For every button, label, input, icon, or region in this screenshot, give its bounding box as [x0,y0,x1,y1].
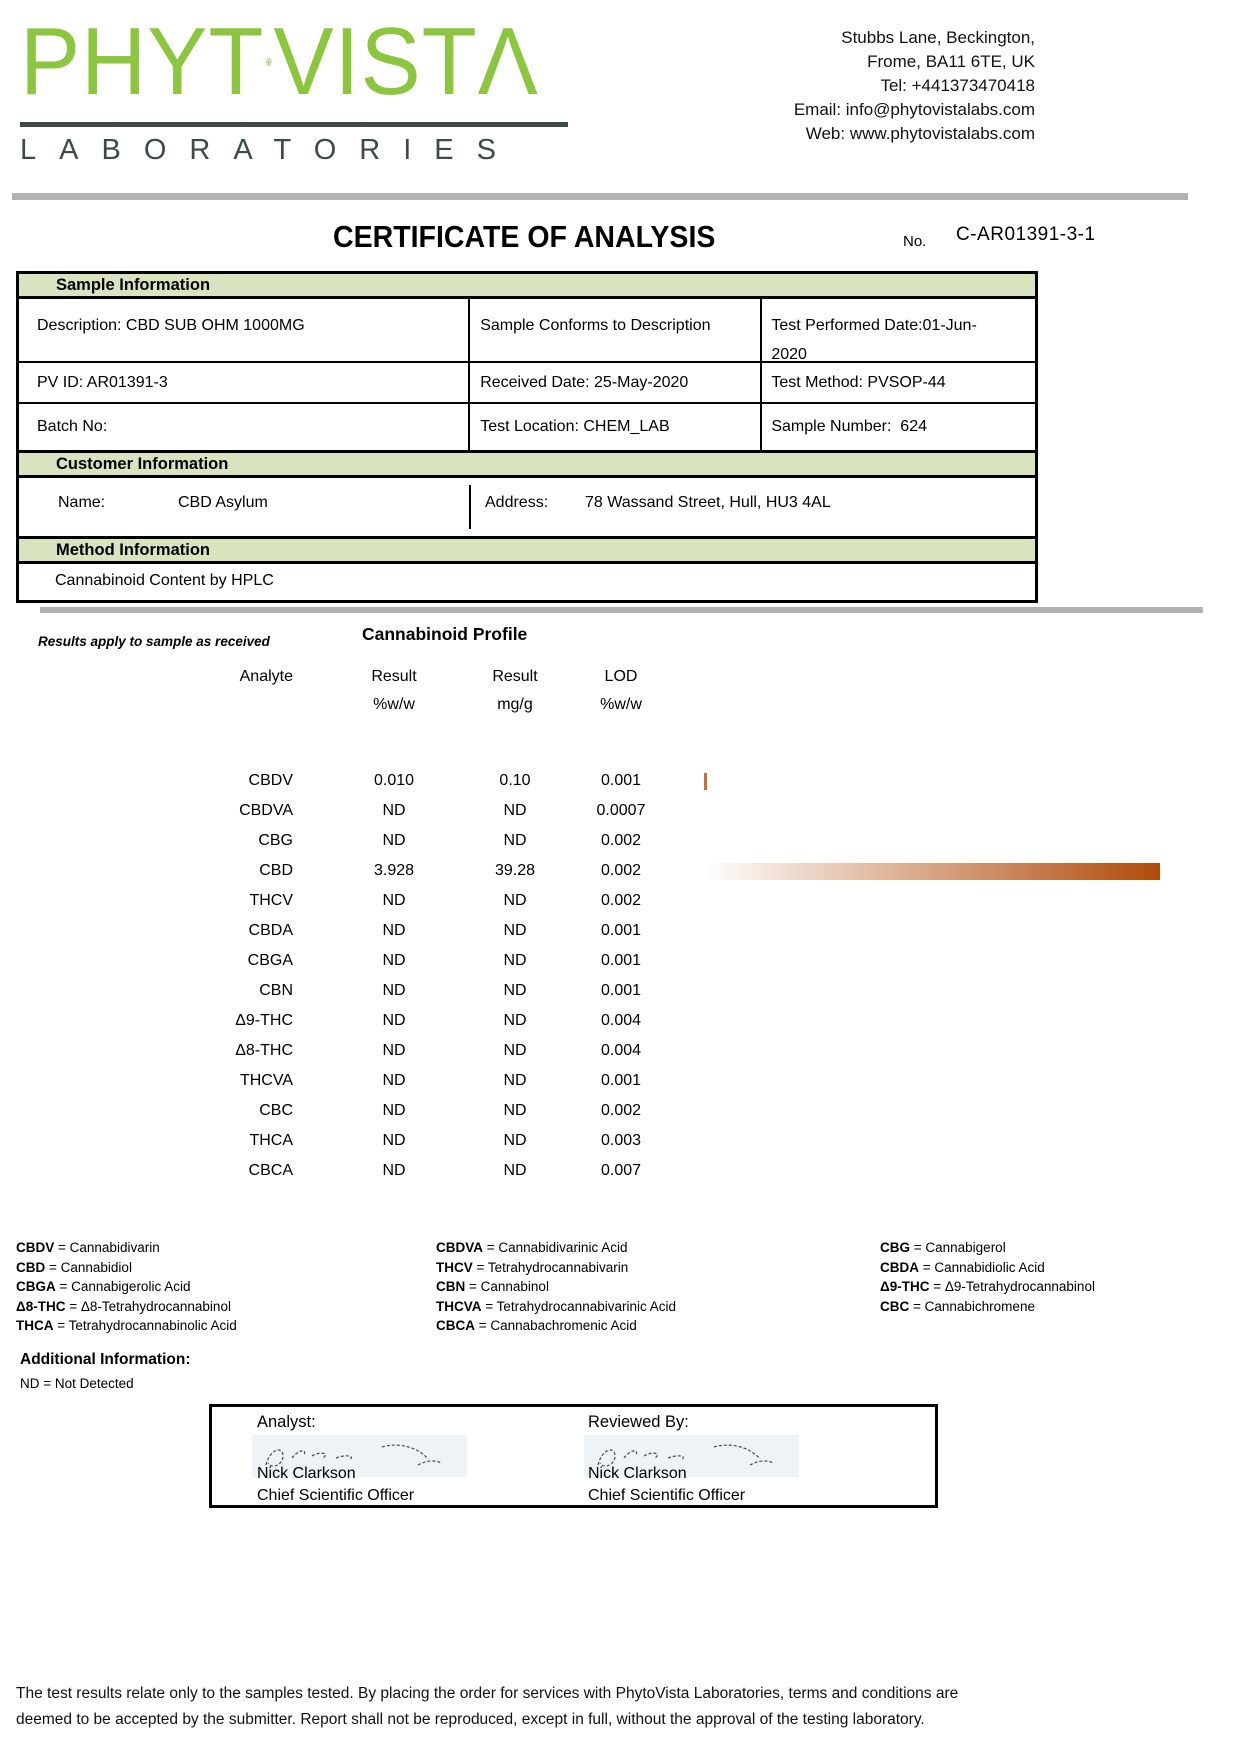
certificate-number-label: No. [903,233,927,250]
result-row [0,772,1240,792]
customer-information-header: Customer Information [19,450,1035,478]
abbreviation-legend-col3 [880,1238,1095,1316]
result-lod: 0.003 [600,1132,642,1149]
sample-info-row [19,299,1035,363]
legend-abbr: THCV [436,1259,473,1275]
result-mgg: ND [503,1012,527,1029]
result-pct: 3.928 [373,862,415,879]
footer-line: The test results relate only to the samples tested. By placing the order for services with PhytoVista Laboratories, terms and conditions are [16,1685,959,1702]
result-mgg: ND [503,1072,527,1089]
result-pct: ND [382,832,406,849]
customer-address-value: 78 Wassand Street, Hull, HU3 4AL [585,494,831,511]
customer-address-label: Address: [485,494,549,511]
result-row [0,802,1240,822]
result-mgg: 39.28 [494,862,536,879]
result-analyte: CBDV [248,772,293,789]
legend-fullname: = Tetrahydrocannabivarinic Acid [481,1298,676,1314]
result-lod: 0.002 [600,862,642,879]
result-analyte: THCV [249,892,293,909]
column-unit-mgg: mg/g [497,696,533,713]
result-pct: ND [382,1162,406,1179]
legend-abbr: CBDV [16,1240,55,1255]
logo-wordmark [20,8,539,115]
result-analyte: CBCA [248,1162,293,1179]
result-mgg: ND [503,1132,527,1149]
result-lod: 0.007 [600,1162,642,1179]
column-header-result-pct: Result [371,668,417,685]
result-analyte: CBGA [247,952,293,969]
legend-fullname: = Δ9-Tetrahydrocannabinol [929,1279,1095,1295]
nd-definition: ND = Not Detected [20,1376,134,1391]
result-analyte: CBD [259,862,293,879]
result-analyte: CBN [259,982,293,999]
column-unit-lod: %w/w [600,696,642,713]
logo-text-a: Λ [477,8,539,115]
legend-item [436,1277,676,1297]
legend-item [16,1258,237,1278]
legend-abbr: CBN [436,1279,466,1295]
result-mgg: ND [503,892,527,909]
sample-info-cell: Test Location: CHEM_LAB [468,404,760,450]
legend-item [880,1277,1095,1297]
logo-divider [20,122,568,127]
column-header-result-mgg: Result [492,668,538,685]
legend-fullname: = Cannabigerolic Acid [55,1279,191,1295]
info-table [16,271,1038,603]
legend-item [436,1316,676,1336]
result-mgg: ND [503,1102,527,1119]
contact-line: Stubbs Lane, Beckington, [841,28,1035,47]
header-divider-bar [12,193,1188,200]
result-lod: 0.001 [600,922,642,939]
result-pct: ND [382,922,406,939]
sample-info-cell: Batch No: [37,418,108,435]
legend-fullname: = Tetrahydrocannabivarin [472,1259,629,1275]
result-pct: ND [382,1012,406,1029]
sample-information-rows [19,299,1035,450]
legend-abbr: CBCA [436,1318,475,1334]
abbreviation-legend-col2 [436,1238,676,1336]
sample-info-cell: Sample Number: 624 [760,404,1035,450]
result-mgg: ND [503,982,527,999]
certificate-title: CERTIFICATE OF ANALYSIS [333,219,716,254]
legend-item [880,1297,1095,1317]
sample-info-cell: Sample Conforms to Description [468,299,760,361]
result-mgg: ND [503,922,527,939]
sample-info-cell: Test Method: PVSOP-44 [760,363,1035,402]
reviewer-name: Nick Clarkson [588,1465,687,1482]
customer-information-row [19,478,1035,536]
result-lod: 0.002 [600,832,642,849]
legend-abbr: Δ8-THC [16,1298,66,1314]
result-mgg: 0.10 [499,772,531,789]
result-pct: ND [382,892,406,909]
leaf-o-icon [266,14,271,110]
sample-info-row [19,363,1035,404]
result-lod: 0.001 [600,772,642,789]
result-row [0,1072,1240,1092]
sample-info-cell: Received Date: 25-May-2020 [468,363,760,402]
results-note: Results apply to sample as received [38,634,270,649]
legend-fullname: = Cannabichromene [909,1298,1035,1314]
reviewed-by-label: Reviewed By: [588,1413,689,1431]
contact-line: Email: info@phytovistalabs.com [793,100,1035,119]
legend-fullname: = Cannabinol [465,1279,549,1295]
section-divider-bar [40,607,1203,613]
cannabinoid-profile-title: Cannabinoid Profile [362,624,528,644]
result-lod: 0.002 [600,892,642,909]
legend-abbr: CBG [880,1240,910,1255]
concentration-bar [704,863,1160,880]
result-row [0,862,1240,882]
result-mgg: ND [503,952,527,969]
lab-contact-block [794,26,1035,146]
sample-info-cell: PV ID: AR01391-3 [37,373,168,391]
method-information-row: Cannabinoid Content by HPLC [55,572,274,589]
result-pct: ND [382,982,406,999]
result-pct: 0.010 [373,772,415,789]
legend-item [16,1297,237,1317]
result-lod: 0.004 [600,1042,642,1059]
legend-abbr: CBDA [880,1259,919,1275]
result-lod: 0.002 [600,1102,642,1119]
result-analyte: CBDVA [239,802,293,819]
result-lod: 0.0007 [596,802,646,819]
column-unit-pct: %w/w [373,696,415,713]
result-row [0,1012,1240,1032]
contact-line: Frome, BA11 6TE, UK [867,52,1035,71]
logo-subtitle: LABORATORIES [20,134,519,166]
result-analyte: THCA [249,1132,293,1149]
customer-row-divider [469,485,471,529]
result-pct: ND [382,952,406,969]
result-analyte: THCVA [239,1072,293,1089]
legend-abbr: CBD [16,1259,46,1275]
result-row [0,1042,1240,1062]
analyst-name: Nick Clarkson [257,1465,356,1482]
legend-abbr: THCA [16,1318,54,1334]
sample-info-row [19,404,1035,450]
legend-item [880,1238,1095,1258]
legend-item [436,1297,676,1317]
legend-abbr: CBDVA [436,1240,483,1255]
result-row [0,892,1240,912]
result-row [0,952,1240,972]
result-lod: 0.001 [600,1072,642,1089]
legend-fullname: = Cannabachromenic Acid [475,1318,637,1334]
abbreviation-legend-col1 [16,1238,237,1336]
result-lod: 0.001 [600,952,642,969]
result-lod: 0.001 [600,982,642,999]
result-pct: ND [382,1042,406,1059]
analyst-label: Analyst: [257,1413,316,1431]
additional-information-title: Additional Information: [20,1351,191,1368]
certificate-number-value: C-AR01391-3-1 [956,224,1096,245]
phytovista-logo [20,8,572,167]
customer-name-value: CBD Asylum [178,494,268,511]
footer-line: deemed to be accepted by the submitter. Report shall not be reproduced, except in full, without the approval of the testing laboratory. [16,1711,925,1728]
logo-text-vist: VIST [273,8,478,115]
legend-abbr: THCVA [436,1298,482,1314]
result-row [0,832,1240,852]
result-analyte: CBG [258,832,293,849]
sample-info-cell: Description: CBD SUB OHM 1000MG [37,317,305,334]
legend-fullname: = Cannabidivarin [54,1240,160,1255]
contact-line: Web: www.phytovistalabs.com [805,124,1035,143]
legend-item [16,1316,237,1336]
result-mgg: ND [503,832,527,849]
legend-fullname: = Cannabidiol [45,1259,132,1275]
result-lod: 0.004 [600,1012,642,1029]
column-header-lod: LOD [604,668,638,685]
result-pct: ND [382,802,406,819]
sample-info-cell: Test Performed Date:01-Jun-2020 [760,299,1035,361]
result-row [0,982,1240,1002]
legend-item [436,1238,676,1258]
legend-item [880,1258,1095,1278]
footer-disclaimer [16,1681,1231,1733]
result-pct: ND [382,1132,406,1149]
legend-abbr: Δ9-THC [880,1279,930,1295]
legend-item [16,1277,237,1297]
result-row [0,1162,1240,1182]
result-analyte: Δ8-THC [235,1042,293,1059]
result-pct: ND [382,1072,406,1089]
legend-item [16,1238,237,1258]
reviewer-title: Chief Scientific Officer [588,1487,746,1504]
column-header-analyte: Analyte [239,668,293,685]
method-information-header: Method Information [19,536,1035,564]
customer-name-label: Name: [58,494,106,511]
legend-abbr: CBGA [16,1279,56,1295]
result-row [0,1132,1240,1152]
logo-text-phyt: PHYT [20,8,265,115]
signature-box [209,1404,938,1508]
result-pct: ND [382,1102,406,1119]
result-row [0,1102,1240,1122]
analyst-title: Chief Scientific Officer [257,1487,415,1504]
legend-fullname: = Cannabidivarinic Acid [483,1240,628,1255]
legend-fullname: = Cannabigerol [910,1240,1006,1255]
result-mgg: ND [503,802,527,819]
sample-information-header: Sample Information [19,274,1035,299]
legend-fullname: = Tetrahydrocannabinolic Acid [53,1318,237,1334]
result-analyte: Δ9-THC [235,1012,293,1029]
legend-abbr: CBC [880,1298,910,1314]
result-analyte: CBC [259,1102,293,1119]
result-analyte: CBDA [248,922,293,939]
contact-line: Tel: +441373470418 [880,76,1035,95]
legend-fullname: = Δ8-Tetrahydrocannabinol [65,1298,231,1314]
legend-fullname: = Cannabidiolic Acid [919,1259,1045,1275]
result-row [0,922,1240,942]
result-mgg: ND [503,1042,527,1059]
legend-item [436,1258,676,1278]
concentration-bar [704,773,707,790]
result-mgg: ND [503,1162,527,1179]
